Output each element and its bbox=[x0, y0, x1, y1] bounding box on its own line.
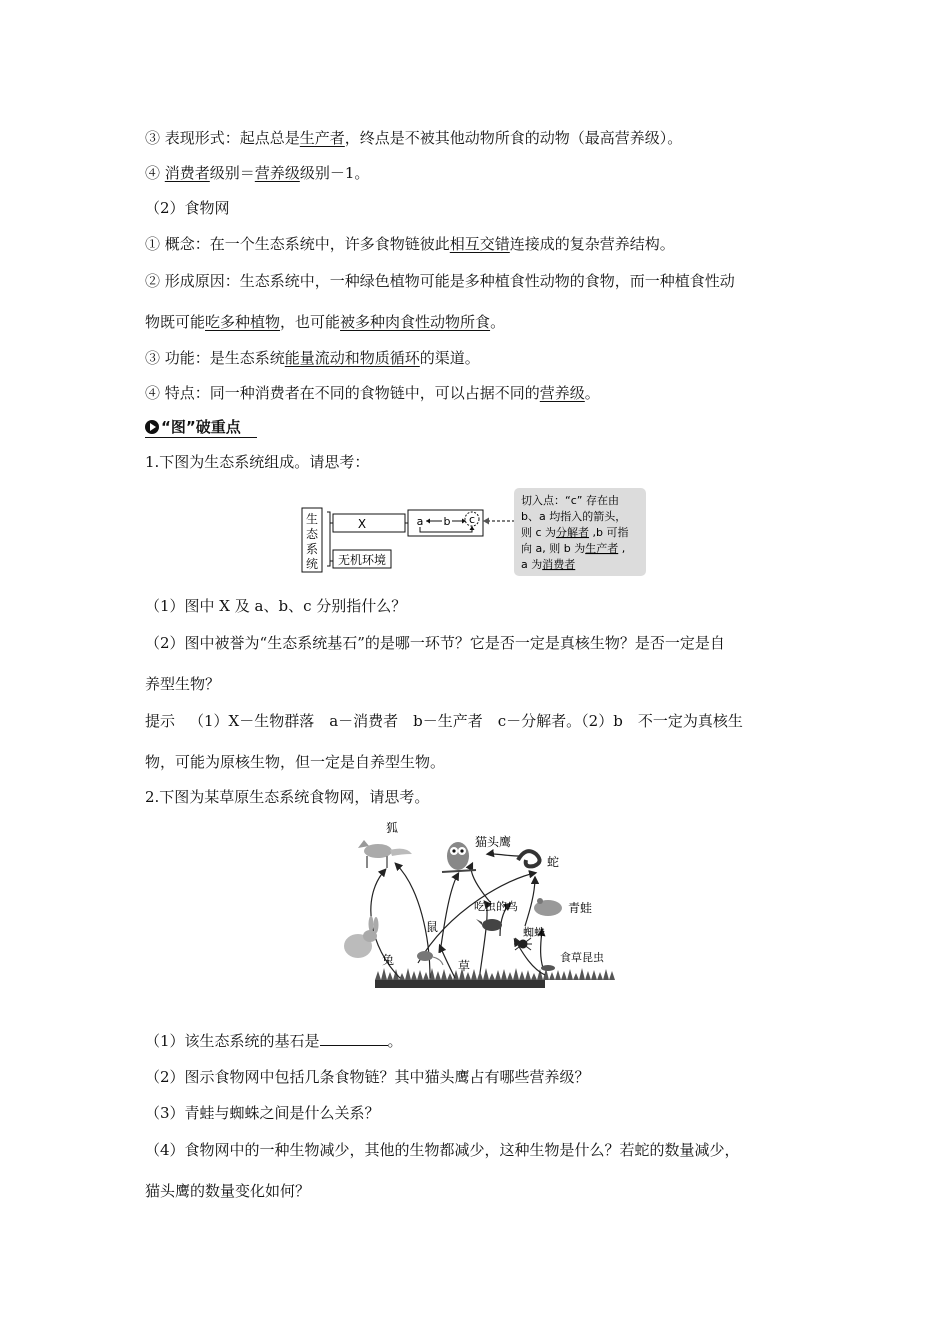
rabbit-label: 兔 bbox=[382, 953, 395, 967]
q1-answer-a: 提示 （1）X－生物群落 a－消费者 b－生产者 c－分解者。（2）b 不一定为真核生 bbox=[145, 712, 743, 730]
x-label: X bbox=[357, 517, 367, 531]
snake-label: 蛇 bbox=[547, 855, 560, 869]
spider-icon bbox=[514, 938, 532, 950]
note-line-4: 向 a, 则 b 为生产者 , bbox=[521, 542, 626, 555]
text-line-2-1: ① 概念：在一个生态系统中，许多食物链彼此相互交错连接成的复杂营养结构。 bbox=[145, 235, 675, 253]
system-char-3: 系 bbox=[305, 542, 319, 556]
system-char-2: 态 bbox=[305, 527, 319, 541]
frog-icon bbox=[534, 898, 562, 916]
q1-answer-b: 物，可能为原核生物，但一定是自养型生物。 bbox=[145, 753, 446, 771]
ecosystem-composition-diagram bbox=[300, 488, 650, 580]
node-a: a bbox=[416, 515, 424, 528]
system-char-1: 生 bbox=[305, 512, 319, 526]
answer-blank bbox=[320, 1031, 388, 1046]
q1-part-2b: 养型生物？ bbox=[145, 675, 221, 693]
bird-icon bbox=[476, 919, 502, 931]
bird-label: 吃虫的鸟 bbox=[474, 900, 518, 913]
q2-part-4b: 猫头鹰的数量变化如何？ bbox=[145, 1182, 311, 1200]
q2-part-1: （1）该生态系统的基石是 。 bbox=[145, 1032, 403, 1050]
note-line-1: 切入点：“c” 存在由 bbox=[521, 494, 619, 507]
insect-label: 食草昆虫 bbox=[560, 951, 604, 964]
mouse-label: 鼠 bbox=[426, 920, 439, 934]
insect-icon bbox=[541, 965, 555, 971]
fox-label: 狐 bbox=[386, 821, 399, 835]
grassland-food-web-diagram bbox=[330, 818, 620, 998]
text-line-1-3: ③ 表现形式：起点总是生产者，终点是不被其他动物所食的动物（最高营养级）。 bbox=[145, 129, 683, 147]
text-line-2-2b: 物既可能吃多种植物，也可能被多种肉食性动物所食。 bbox=[145, 313, 506, 331]
play-circle-icon bbox=[145, 420, 159, 434]
section-heading: “图”破重点 bbox=[145, 417, 241, 437]
q1-part-1: （1）图中 X 及 a、b、c 分别指什么？ bbox=[145, 597, 407, 615]
text-line-2-2a: ② 形成原因：生态系统中，一种绿色植物可能是多种植食性动物的食物，而一种植食性动 bbox=[145, 272, 735, 290]
text-line-2-3: ③ 功能：是生态系统能量流动和物质循环的渠道。 bbox=[145, 349, 480, 367]
q2-part-4a: （4）食物网中的一种生物减少，其他的生物都减少，这种生物是什么？若蛇的数量减少， bbox=[145, 1141, 740, 1159]
q1-part-2a: （2）图中被誉为“生态系统基石”的是哪一环节？它是否一定是真核生物？是否一定是自 bbox=[145, 634, 725, 652]
text-line-2-4: ④ 特点：同一种消费者在不同的食物链中，可以占据不同的营养级。 bbox=[145, 384, 600, 402]
q2-part-3: （3）青蛙与蜘蛛之间是什么关系？ bbox=[145, 1104, 380, 1122]
snake-icon bbox=[518, 851, 540, 866]
heading-underline bbox=[145, 437, 257, 438]
note-line-2: b、a 均指入的箭头， bbox=[521, 510, 627, 523]
q2-intro: 2.下图为某草原生态系统食物网，请思考。 bbox=[145, 788, 430, 806]
frog-label: 青蛙 bbox=[568, 901, 593, 915]
spider-label: 蜘蛛 bbox=[523, 926, 545, 939]
q2-part-2: （2）图示食物网中包括几条食物链？其中猫头鹰占有哪些营养级？ bbox=[145, 1068, 590, 1086]
rabbit-icon bbox=[344, 916, 379, 958]
q1-intro: 1.下图为生态系统组成。请思考： bbox=[145, 453, 370, 471]
text-line-1-4: ④ 消费者级别＝营养级级别－1。 bbox=[145, 164, 370, 182]
abiotic-label: 无机环境 bbox=[337, 553, 387, 567]
fox-icon bbox=[358, 840, 412, 868]
system-char-4: 统 bbox=[305, 557, 319, 571]
owl-label: 猫头鹰 bbox=[475, 835, 512, 849]
section-title-food-web: （2）食物网 bbox=[145, 199, 230, 217]
node-c: c bbox=[468, 513, 476, 526]
note-line-5: a 为消费者 bbox=[521, 558, 576, 571]
node-b: b bbox=[443, 515, 451, 528]
grass-strip bbox=[375, 968, 615, 988]
grass-label: 草 bbox=[458, 959, 471, 973]
note-line-3: 则 c 为分解者 ,b 可指 bbox=[521, 526, 629, 539]
